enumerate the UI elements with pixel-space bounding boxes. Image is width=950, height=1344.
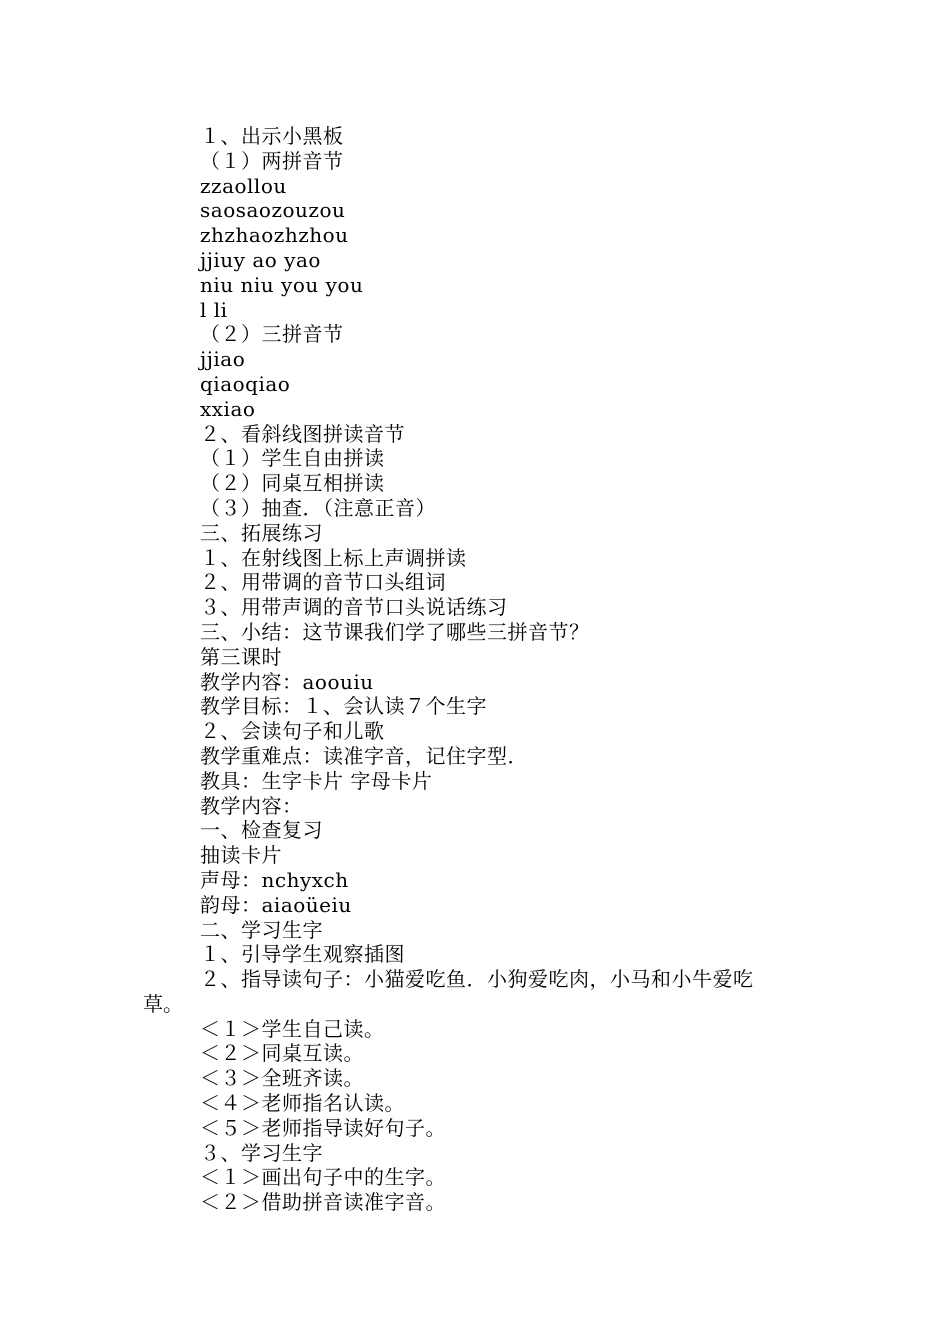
text-line: ２、用带调的音节口头组词 (200, 570, 446, 595)
text-line: 三、小结：这节课我们学了哪些三拼音节？ (200, 619, 590, 644)
text-line: 教学目标：１、会认读７个生字 (200, 694, 487, 719)
text-line: jjiuy ao yao (200, 247, 321, 272)
text-line: ＜１＞学生自己读。 (200, 1016, 385, 1041)
text-line: （１）两拼音节 (200, 148, 344, 173)
text-line: ＜５＞老师指导读好句子。 (200, 1115, 446, 1140)
text-line: 三、拓展练习 (200, 520, 323, 545)
text-line: （１）学生自由拼读 (200, 446, 385, 471)
text-line: 二、学习生字 (200, 917, 323, 942)
text-line: xxiao (200, 396, 256, 421)
text-line: 教具：生字卡片 字母卡片 (200, 768, 433, 793)
text-line: 教学内容：aoouiu (200, 669, 374, 694)
text-line: （２）三拼音节 (200, 322, 344, 347)
text-line: jjiao (200, 347, 246, 372)
text-line: 韵母：aiaoüeiu (200, 892, 352, 917)
text-line: １、引导学生观察插图 (200, 942, 405, 967)
text-line: qiaoqiao (200, 371, 291, 396)
text-line: （２）同桌互相拼读 (200, 471, 385, 496)
text-line: １、出示小黑板 (200, 124, 344, 148)
text-line: ＜３＞全班齐读。 (200, 1066, 364, 1091)
text-line: ２、会读句子和儿歌 (200, 719, 385, 744)
text-line-wrapped-first: ２、指导读句子：小猫爱吃鱼．小狗爱吃肉，小马和小牛爱吃 (200, 967, 754, 992)
text-line: 第三课时 (200, 644, 282, 669)
text-line: ２、看斜线图拼读音节 (200, 421, 405, 446)
text-line: 抽读卡片 (200, 843, 282, 868)
text-line: 一、检查复习 (200, 818, 323, 843)
text-line: 教学内容： (200, 793, 303, 818)
text-line: ＜４＞老师指名认读。 (200, 1091, 405, 1116)
text-line: 教学重难点：读准字音，记住字型． (200, 743, 528, 768)
text-line: saosaozouzou (200, 198, 346, 223)
text-line: ３、用带声调的音节口头说话练习 (200, 595, 508, 620)
text-line: niu niu you you (200, 272, 364, 297)
text-line: 声母：nchyxch (200, 867, 349, 892)
text-line: ＜２＞同桌互读。 (200, 1041, 364, 1066)
text-line: l li (200, 297, 228, 322)
text-line-wrapped-rest: 草。 (143, 991, 183, 1016)
document-body (143, 124, 840, 1215)
text-line: ＜１＞画出句子中的生字。 (200, 1165, 446, 1190)
text-line: ＜２＞借助拼音读准字音。 (200, 1190, 446, 1215)
text-line: zzaollou (200, 173, 287, 198)
text-line: ３、学习生字 (200, 1140, 323, 1165)
text-line: （３）抽查．（注意正音） (200, 495, 436, 520)
text-line: １、在射线图上标上声调拼读 (200, 545, 467, 570)
text-line: zhzhaozhzhou (200, 223, 349, 248)
